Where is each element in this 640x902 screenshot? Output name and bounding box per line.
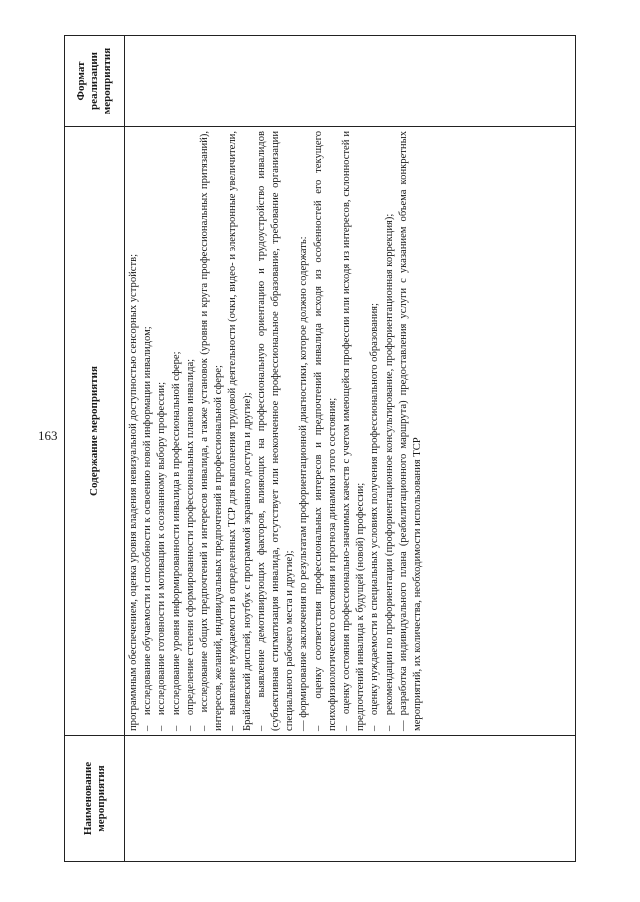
content-line: – оценку состояния профессионально-значимых качеств с учетом имеющейся профессии или исходя из интересов, склонностей и предпочтений инвалида к будущей (новой) профессии; — [341, 131, 367, 731]
content-line: — формирование заключения по результатам профориентационной диагностики, которое должно содержать: — [298, 236, 310, 731]
content-line: – оценку нуждаемости в специальных условиях получения профессионального образования; — [369, 303, 381, 731]
rotated-table-wrapper — [64, 35, 576, 862]
content-line: – оценку соответствия профессиональных интересов и предпочтений инвалида исходя из особенностей его текущего психофизиологического состояния и прогноза динамики этого состояния; — [312, 131, 338, 731]
cell-content — [125, 126, 575, 735]
header-format: Формат реализации мероприятия — [65, 36, 125, 126]
content-line: — разработка индивидуального плана (реабилитационного маршрута) предоставления услуги с указанием объема конкретных мероприятий, их количества, необходимости использования ТСР — [397, 131, 424, 731]
header-content: Содержание мероприятия — [65, 126, 125, 735]
content-line: – исследование готовности и мотивации к осознанному выбору профессии; — [156, 381, 168, 731]
content-line: программным обеспечением, оценка уровня владения невизуальной доступностью сенсорных устройств; — [128, 253, 139, 731]
content-line: – рекомендации по профориентации (профориентационное консультирование, профориентационная коррекция); — [383, 213, 395, 731]
content-line: – исследование общих предпочтений и интересов инвалида, а также установок (уровня и круга профессиональных притязаний), интересов, желаний, индивидуальных предпочтений в профессиональной сфере; — [199, 131, 225, 731]
activities-table — [64, 35, 576, 862]
content-line: – определение степени сформированности профессиональных планов инвалида; — [184, 358, 196, 731]
cell-name — [125, 735, 575, 861]
page-number: 163 — [38, 428, 58, 443]
header-name: Наименование мероприятия — [65, 735, 125, 861]
content-line: – исследование уровня информированности инвалида в профессиональной сфере; — [170, 351, 182, 731]
content-line: – исследование обучаемости и способности к освоению новой информации инвалидом; — [142, 326, 154, 731]
content-line: – выявление демотивирующих факторов, влияющих на профессиональную ориентацию и трудоустройство инвалидов (субъективная стигматизация инвалида, отсутствует или неоконченное профессиональное образование, требование организации специального рабочего места и другие); — [255, 131, 296, 731]
cell-format — [125, 36, 575, 126]
content-line: – выявление нуждаемости в определенных ТСР для выполнения трудовой деятельности (очки, видео- и электронные увеличители, Брайлевский дисплей, ноутбук с программой экранного доступа и другие); — [227, 131, 253, 731]
